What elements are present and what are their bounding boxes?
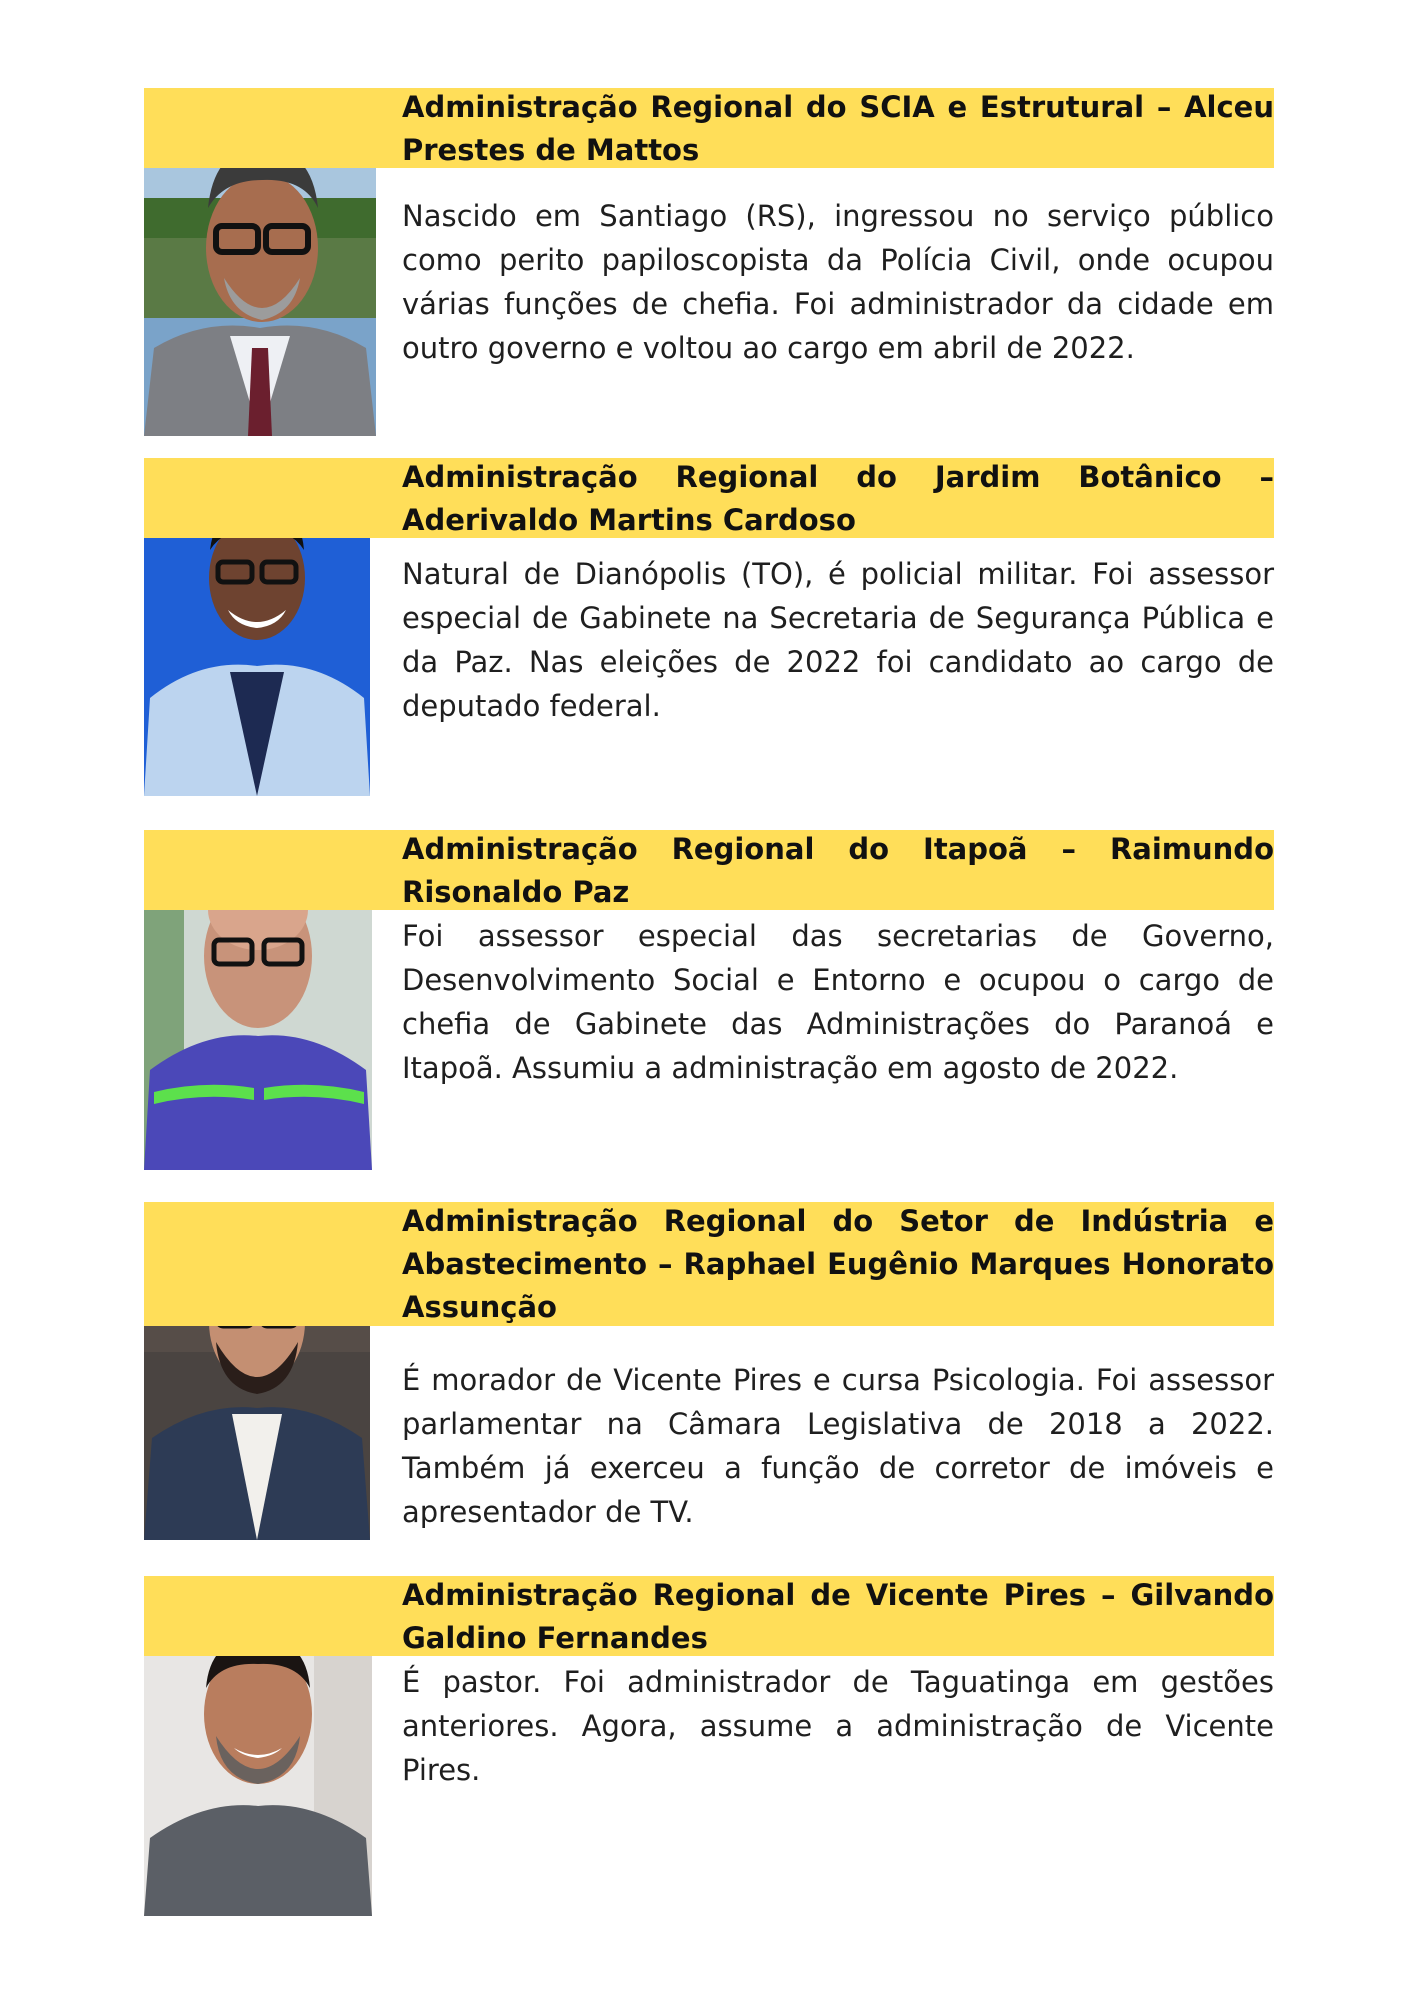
entry-title-3: Administração Regional do Itapoã – Raimundo Risonaldo Paz xyxy=(402,832,1274,909)
profile-entry-2 xyxy=(144,458,1274,798)
profile-entry-1 xyxy=(144,88,1274,438)
entry-title-5: Administração Regional de Vicente Pires – Gilvando Galdino Fernandes xyxy=(402,1578,1274,1655)
entry-title-4: Administração Regional do Setor de Indústria e Abastecimento – Raphael Eugênio Marques Honorato Assunção xyxy=(402,1204,1274,1324)
entry-bio-1: Nascido em Santiago (RS), ingressou no serviço público como perito papiloscopista da Polícia Civil, onde ocupou várias funções de chefia. Foi administrador da cidade em outro governo e voltou ao cargo em abril de 2022. xyxy=(402,199,1274,365)
entry-bio-4: É morador de Vicente Pires e cursa Psicologia. Foi assessor parlamentar na Câmara Legislativa de 2018 a 2022. Também já exerceu a função de corretor de imóveis e apresentador de TV. xyxy=(402,1363,1274,1529)
entry-bio-2: Natural de Dianópolis (TO), é policial militar. Foi assessor especial de Gabinete na Secretaria de Segurança Pública e da Paz. Nas eleições de 2022 foi candidato ao cargo de deputado federal. xyxy=(402,557,1274,723)
profile-entry-3 xyxy=(144,830,1274,1170)
profile-entry-5 xyxy=(144,1576,1274,1916)
entry-title-2: Administração Regional do Jardim Botânico – Aderivaldo Martins Cardoso xyxy=(402,460,1274,537)
entry-bio-5: É pastor. Foi administrador de Taguatinga em gestões anteriores. Agora, assume a administração de Vicente Pires. xyxy=(402,1665,1274,1787)
entry-title-1: Administração Regional do SCIA e Estrutural – Alceu Prestes de Mattos xyxy=(402,90,1274,167)
profile-entry-4 xyxy=(144,1202,1274,1542)
entry-bio-3: Foi assessor especial das secretarias de Governo, Desenvolvimento Social e Entorno e ocupou o cargo de chefia de Gabinete das Administrações do Paranoá e Itapoã. Assumiu a administração em agosto de 2022. xyxy=(402,919,1274,1085)
